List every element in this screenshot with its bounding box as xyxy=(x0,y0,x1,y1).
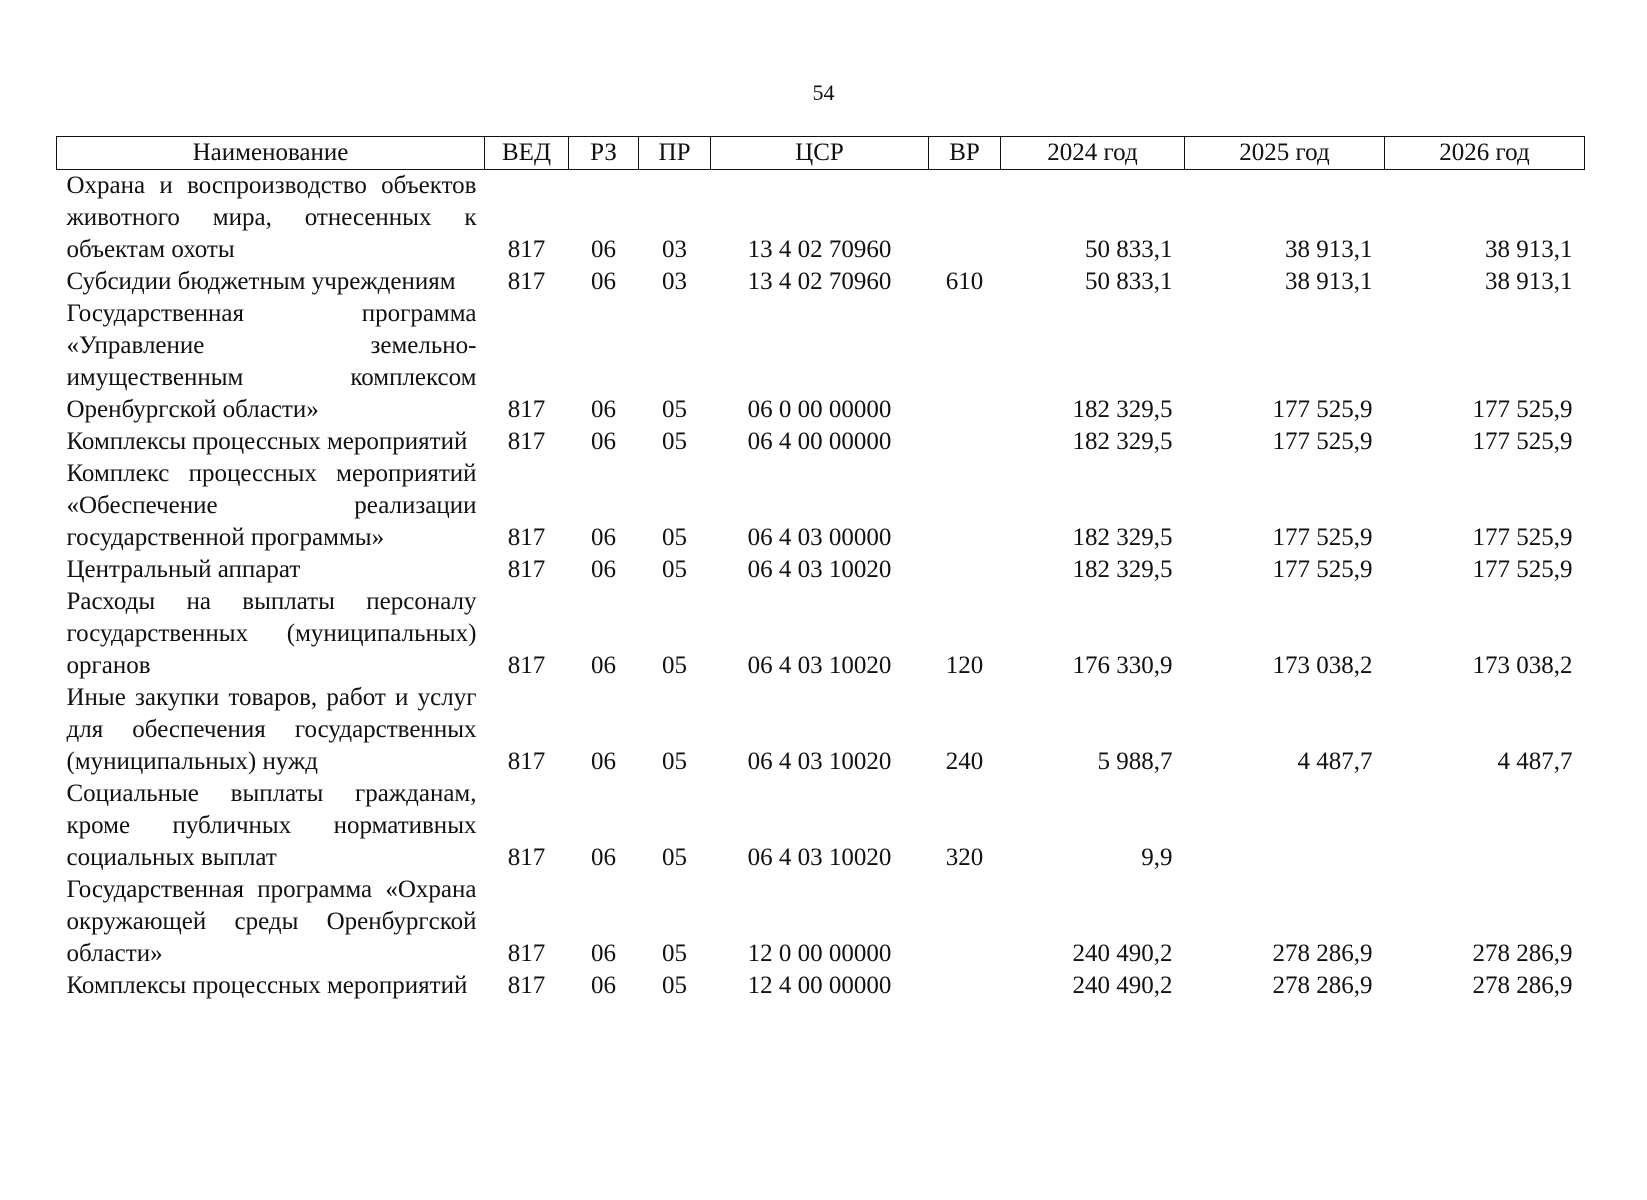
row-2026: 278 286,9 xyxy=(1472,940,1573,967)
row-pr: 05 xyxy=(662,844,687,871)
header-2024: 2024 год xyxy=(1001,137,1185,170)
row-vr xyxy=(929,874,1001,970)
row-pr: 05 xyxy=(662,396,687,423)
row-vr: 320 xyxy=(945,844,984,871)
row-ved: 817 xyxy=(507,652,546,679)
row-ved: 817 xyxy=(507,396,546,423)
header-2025: 2025 год xyxy=(1185,137,1385,170)
table-row xyxy=(57,682,1585,778)
row-vr: 610 xyxy=(945,268,984,295)
row-rz: 06 xyxy=(591,268,616,295)
row-vr xyxy=(929,170,1001,267)
row-vr xyxy=(929,970,1001,1002)
row-csr: 06 4 03 10020 xyxy=(747,556,892,583)
row-2025: 177 525,9 xyxy=(1272,524,1373,551)
row-name: Комплексы процессных мероприятий xyxy=(66,972,468,999)
row-2024: 182 329,5 xyxy=(1072,428,1173,455)
row-vr xyxy=(929,458,1001,554)
table-row xyxy=(57,458,1585,554)
header-csr: ЦСР xyxy=(711,137,929,170)
row-2024: 50 833,1 xyxy=(1085,236,1173,263)
row-ved: 817 xyxy=(507,748,546,775)
row-ved: 817 xyxy=(507,940,546,967)
row-rz: 06 xyxy=(591,748,616,775)
row-2024: 50 833,1 xyxy=(1085,268,1173,295)
row-2024: 9,9 xyxy=(1141,844,1173,871)
table-row xyxy=(57,586,1585,682)
header-ved: ВЕД xyxy=(485,137,569,170)
row-rz: 06 xyxy=(591,396,616,423)
row-ved: 817 xyxy=(507,972,546,999)
budget-table xyxy=(56,136,1585,1002)
row-2024: 240 490,2 xyxy=(1072,940,1173,967)
row-rz: 06 xyxy=(591,236,616,263)
row-2026 xyxy=(1385,778,1585,874)
row-2024: 182 329,5 xyxy=(1072,524,1173,551)
row-ved: 817 xyxy=(507,236,546,263)
header-rz: РЗ xyxy=(569,137,639,170)
row-vr xyxy=(929,298,1001,426)
row-2025: 38 913,1 xyxy=(1285,268,1373,295)
row-csr: 06 4 00 00000 xyxy=(747,428,892,455)
row-name: Государственная программа «Охрана окружающей среды Оренбургской области» xyxy=(66,876,477,967)
row-2025 xyxy=(1185,778,1385,874)
row-rz: 06 xyxy=(591,940,616,967)
row-rz: 06 xyxy=(591,556,616,583)
page-number: 54 xyxy=(812,80,835,105)
row-csr: 06 4 03 10020 xyxy=(747,652,892,679)
row-2026: 177 525,9 xyxy=(1472,556,1573,583)
row-pr: 03 xyxy=(662,236,687,263)
row-2026: 173 038,2 xyxy=(1472,652,1573,679)
row-2026: 278 286,9 xyxy=(1472,972,1573,999)
row-2024: 182 329,5 xyxy=(1072,556,1173,583)
table-row xyxy=(57,426,1585,458)
row-pr: 05 xyxy=(662,428,687,455)
row-rz: 06 xyxy=(591,844,616,871)
row-vr xyxy=(929,554,1001,586)
row-rz: 06 xyxy=(591,652,616,679)
row-2026: 177 525,9 xyxy=(1472,524,1573,551)
row-ved: 817 xyxy=(507,844,546,871)
row-ved: 817 xyxy=(507,524,546,551)
row-name: Социальные выплаты гражданам, кроме публичных нормативных социальных выплат xyxy=(66,780,477,871)
row-ved: 817 xyxy=(507,556,546,583)
table-row xyxy=(57,778,1585,874)
row-2026: 177 525,9 xyxy=(1472,428,1573,455)
row-ved: 817 xyxy=(507,428,546,455)
table-row xyxy=(57,970,1585,1002)
row-pr: 03 xyxy=(662,268,687,295)
row-vr: 240 xyxy=(945,748,984,775)
row-csr: 12 0 00 00000 xyxy=(747,940,892,967)
row-2024: 182 329,5 xyxy=(1072,396,1173,423)
row-name: Иные закупки товаров, работ и услуг для обеспечения государственных (муниципальных) нужд xyxy=(66,684,477,775)
row-rz: 06 xyxy=(591,972,616,999)
row-csr: 06 4 03 10020 xyxy=(747,748,892,775)
row-name: Субсидии бюджетным учреждениям xyxy=(66,268,456,295)
row-rz: 06 xyxy=(591,428,616,455)
header-2026: 2026 год xyxy=(1385,137,1585,170)
table-row xyxy=(57,170,1585,267)
row-pr: 05 xyxy=(662,556,687,583)
row-2026: 4 487,7 xyxy=(1497,748,1573,775)
table-row xyxy=(57,266,1585,298)
row-name: Комплексы процессных мероприятий xyxy=(66,428,468,455)
row-csr: 13 4 02 70960 xyxy=(747,268,892,295)
row-csr: 12 4 00 00000 xyxy=(747,972,892,999)
row-pr: 05 xyxy=(662,652,687,679)
row-pr: 05 xyxy=(662,748,687,775)
row-2025: 177 525,9 xyxy=(1272,556,1373,583)
row-2025: 173 038,2 xyxy=(1272,652,1373,679)
row-2025: 38 913,1 xyxy=(1285,236,1373,263)
row-csr: 13 4 02 70960 xyxy=(747,236,892,263)
header-vr: ВР xyxy=(929,137,1001,170)
row-2026: 177 525,9 xyxy=(1472,396,1573,423)
table-row xyxy=(57,554,1585,586)
row-2026: 38 913,1 xyxy=(1485,236,1573,263)
row-name: Комплекс процессных мероприятий «Обеспечение реализации государственной программы» xyxy=(66,460,477,551)
row-csr: 06 4 03 10020 xyxy=(747,844,892,871)
row-vr: 120 xyxy=(945,652,984,679)
row-csr: 06 4 03 00000 xyxy=(747,524,892,551)
row-2025: 4 487,7 xyxy=(1297,748,1373,775)
row-2025: 177 525,9 xyxy=(1272,396,1373,423)
header-pr: ПР xyxy=(639,137,711,170)
table-row xyxy=(57,874,1585,970)
row-2025: 177 525,9 xyxy=(1272,428,1373,455)
table-header-row xyxy=(57,137,1585,170)
row-name: Охрана и воспроизводство объектов животного мира, отнесенных к объектам охоты xyxy=(66,172,477,263)
row-2024: 176 330,9 xyxy=(1072,652,1173,679)
header-name: Наименование xyxy=(57,137,485,170)
row-ved: 817 xyxy=(507,268,546,295)
row-rz: 06 xyxy=(591,524,616,551)
row-pr: 05 xyxy=(662,972,687,999)
row-2025: 278 286,9 xyxy=(1272,972,1373,999)
row-name: Государственная программа «Управление земельно-имущественным комплексом Оренбургской области» xyxy=(66,300,477,423)
row-2025: 278 286,9 xyxy=(1272,940,1373,967)
row-vr xyxy=(929,426,1001,458)
row-2024: 5 988,7 xyxy=(1097,748,1173,775)
row-2026: 38 913,1 xyxy=(1485,268,1573,295)
table-row xyxy=(57,298,1585,426)
row-pr: 05 xyxy=(662,524,687,551)
row-pr: 05 xyxy=(662,940,687,967)
row-csr: 06 0 00 00000 xyxy=(747,396,892,423)
row-name: Центральный аппарат xyxy=(66,556,301,583)
row-2024: 240 490,2 xyxy=(1072,972,1173,999)
row-name: Расходы на выплаты персоналу государственных (муниципальных) органов xyxy=(66,588,477,679)
